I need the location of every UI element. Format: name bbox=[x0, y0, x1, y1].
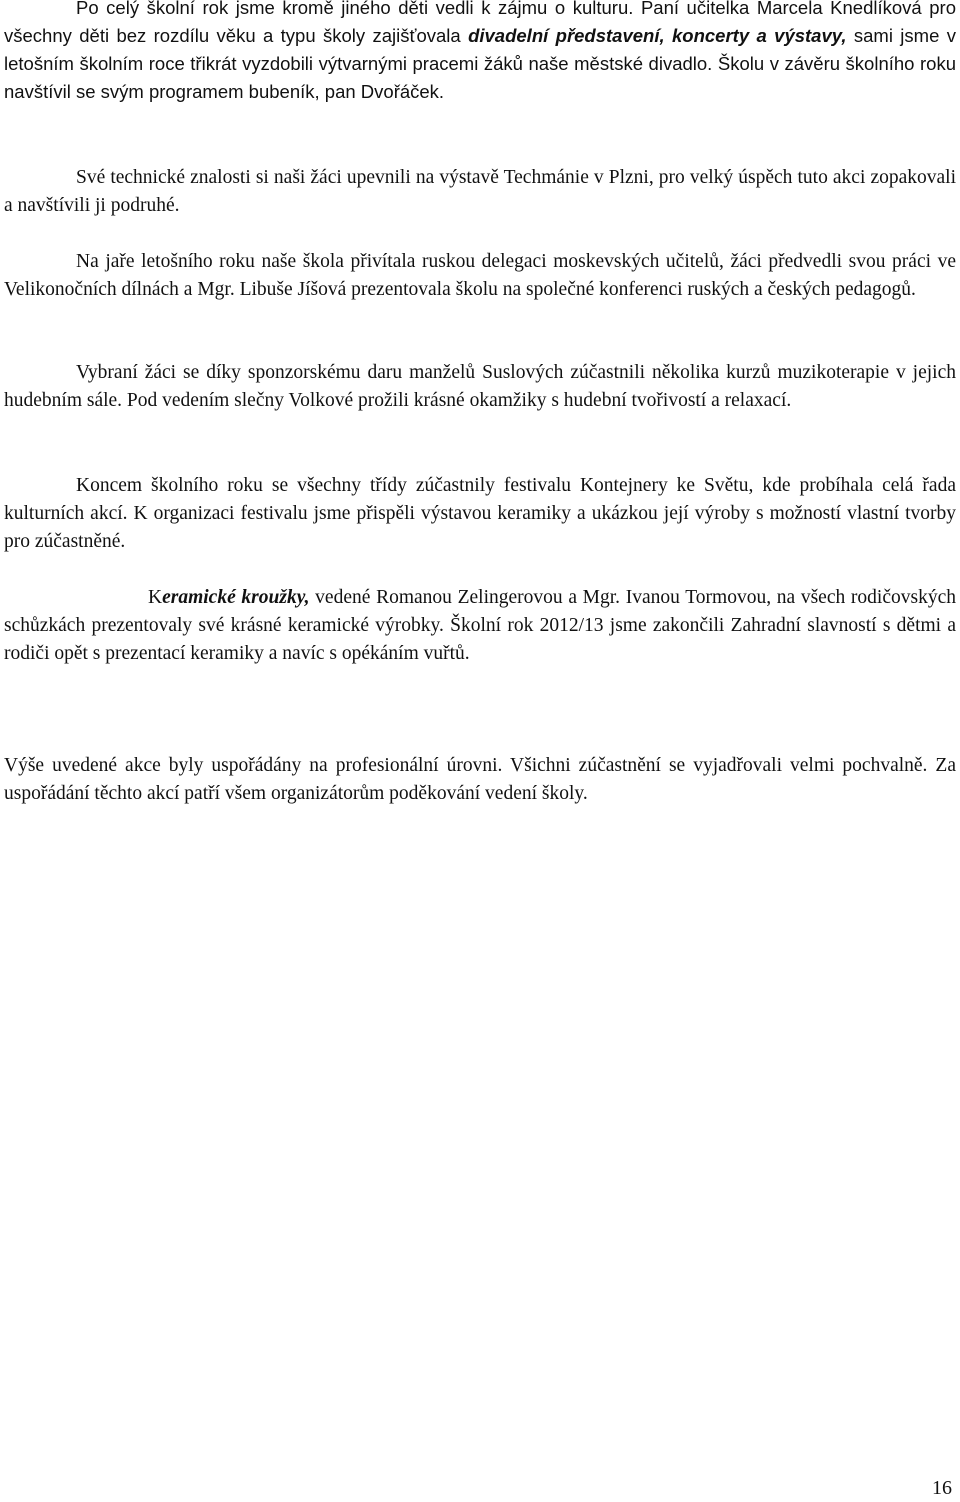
ceramics-text: vedené Romanou Zelingerovou a Mgr. Ivanou Tormovou, na všech rodičovských schůzkách prezentovaly své krásné keramické výrobky. Školní rok 2012/13 jsme zakončili Zahradní slavností s dětmi a rodiči opět s prezentací keramiky a navíc s opékáním vuřtů. bbox=[4, 587, 956, 664]
page-number: 16 bbox=[932, 1477, 952, 1499]
document-page bbox=[4, 0, 956, 1502]
paragraph-music: Vybraní žáci se díky sponzorskému daru manželů Suslových zúčastnili několika kurzů muzikoterapie v jejich hudebním sále. Pod vedením slečny Volkové prožili krásné okamžiky s hudební tvořivostí a relaxací. bbox=[4, 362, 956, 411]
paragraph-culture bbox=[4, 0, 956, 106]
paragraph-ceramics bbox=[4, 584, 956, 668]
paragraph-techmania: Své technické znalosti si naši žáci upevnili na výstavě Techmánie v Plzni, pro velký úspěch tuto akci zopakovali a navštívili ji podruhé. bbox=[4, 167, 956, 216]
paragraph-festival: Koncem školního roku se všechny třídy zúčastnily festivalu Kontejnery ke Světu, kde probíhala celá řada kulturních akcí. K organizaci festivalu jsme přispěli výstavou keramiky a ukázkou její výroby s možností vlastní tvorby pro zúčastněné. bbox=[4, 475, 956, 552]
culture-text-end: sami jsme v letošním školním roce třikrát vyzdobili výtvarnými pracemi žáků naše městské divadlo. Školu v závěru školního roku navštívil se svým programem bubeník, pan Dvořáček. bbox=[4, 25, 956, 102]
culture-text-start: Po celý školní rok jsme kromě jiného děti vedli k zájmu o kulturu. Paní učitelka Marcela Knedlíková pro všechny děti bez rozdílu věku a typu školy zajišťovala bbox=[4, 0, 956, 46]
ceramics-first-letter: K bbox=[148, 587, 163, 608]
paragraph-summary: Výše uvedené akce byly uspořádány na profesionální úrovni. Všichni zúčastnění se vyjadřovali velmi pochvalně. Za uspořádání těchto akcí patří všem organizátorům poděkování vedení školy. bbox=[4, 755, 956, 804]
paragraph-delegation: Na jaře letošního roku naše škola přivítala ruskou delegaci moskevských učitelů, žáci předvedli svou práci ve Velikonočních dílnách a Mgr. Libuše Jíšová prezentovala školu na společné konferenci ruských a českých pedagogů. bbox=[4, 251, 956, 300]
culture-emphasis: divadelní představení, koncerty a výstavy, bbox=[468, 25, 847, 46]
ceramics-emphasis: eramické kroužky, bbox=[162, 587, 310, 608]
